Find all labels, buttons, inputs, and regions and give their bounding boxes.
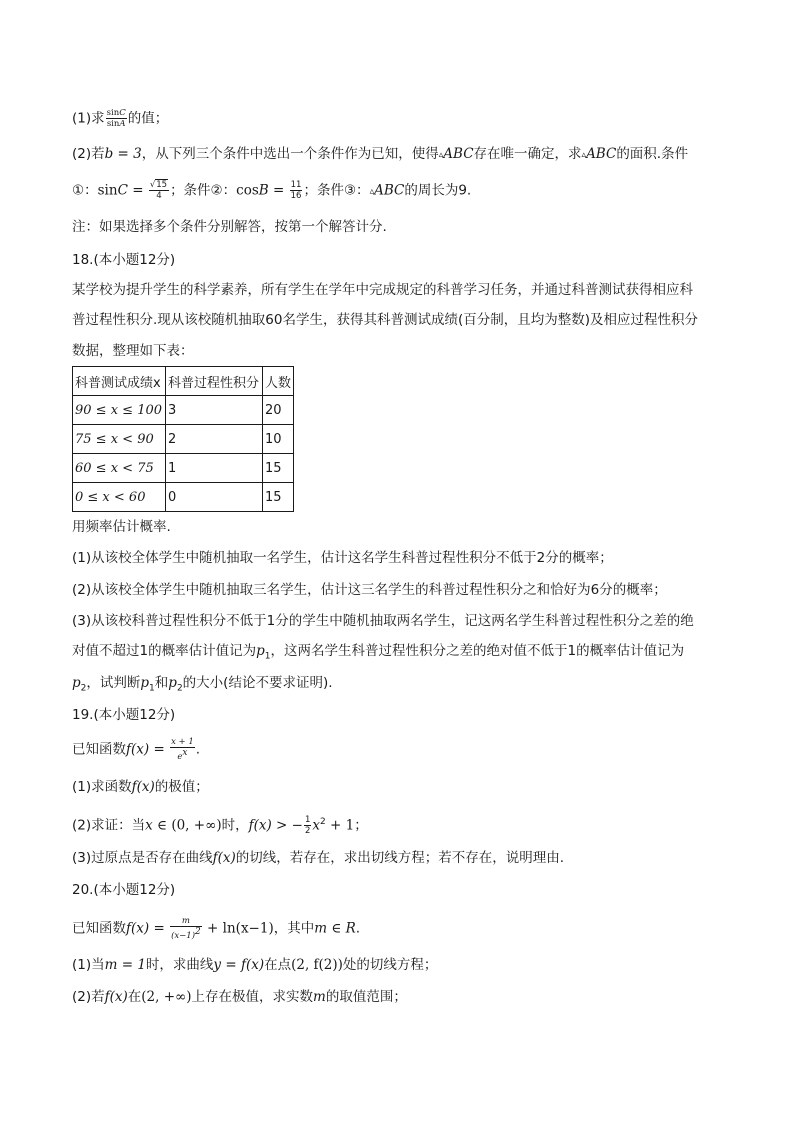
q19-definition: 已知函数f(x) = $\frac{x + 1}{e^x}$ .: [72, 737, 201, 762]
table-cell: 0: [166, 483, 263, 512]
q18-part1: (1)从该校全体学生中随机抽取一名学生，估计这名学生科普过程性积分不低于2分的概率；: [72, 550, 613, 566]
q17-note: 注：如果选择多个条件分别解答，按第一个解答计分.: [72, 219, 387, 235]
q17-part2: (2)若b = 3，从下列三个条件中选出一个条件作为已知，使得▵ABC存在唯一确定，求▵ABC的面积.条件: [72, 146, 689, 162]
q20-definition: 已知函数f(x) = $\frac{m}{(x-1)^2}$ + ln(x−1)，其中m ∈ R.: [72, 916, 361, 941]
table-cell: 0 ≤ x < 60: [73, 483, 166, 512]
q19-heading: 19.(本小题12分): [72, 707, 176, 723]
b-equals-3: b = 3: [104, 146, 142, 162]
sqrt15-over-4-fraction: $\frac{√15}{4}$: [149, 180, 168, 201]
q17-part1: [72, 108, 168, 129]
table-header-cell: 科普过程性积分: [166, 367, 263, 396]
table-row: [73, 396, 294, 425]
table-header-row: [73, 367, 294, 396]
q17-part1-prefix: (1)求: [72, 110, 105, 127]
table-cell: 15: [263, 483, 294, 512]
q19-part2: (2)求证：当x ∈ (0, +∞)时，f(x) > − $\frac{1}{2}$ $x^2 + 1$；: [72, 815, 368, 836]
table-cell: 15: [263, 454, 294, 483]
triangle-symbol: ▵: [581, 150, 587, 160]
triangle-symbol: ▵: [438, 150, 444, 160]
q18-after-table: 用频率估计概率.: [72, 519, 171, 535]
table-cell: 90 ≤ x ≤ 100: [73, 396, 166, 425]
table-cell: 10: [263, 425, 294, 454]
q18-heading: 18.(本小题12分): [72, 252, 176, 268]
q18-intro-line2: 普过程性积分.现从该校随机抽取60名学生，获得其科普测试成绩(百分制，且均为整数)及相应过程性积分: [72, 312, 699, 328]
q18-intro-line1: 某学校为提升学生的科学素养，所有学生在学年中完成规定的科普学习任务，并通过科普测试获得相应科: [72, 282, 693, 298]
sin-ratio-fraction: $\frac{\sin C}{\sin A}$: [106, 108, 126, 129]
q18-part3-line3: $p_2$，试判断$p_1$和$p_2$的大小(结论不要求证明).: [72, 675, 333, 694]
table-header-cell: 科普测试成绩x: [73, 367, 166, 396]
triangle-symbol: ▵: [369, 186, 375, 197]
table-header-cell: 人数: [263, 367, 294, 396]
score-table: [72, 366, 294, 512]
x-plus-1-over-ex-fraction: $\frac{x + 1}{e^x}$: [171, 737, 194, 762]
table-row: [73, 454, 294, 483]
q18-part3-line2: 对值不超过1的概率估计值记为$p_1$，这两名学生科普过程性积分之差的绝对值不低于1的概率估计值记为: [72, 643, 685, 662]
table-cell: 20: [263, 396, 294, 425]
q20-part1: (1)当m = 1时，求曲线y = f(x)在点(2, f(2))处的切线方程；: [72, 957, 438, 973]
q20-heading: 20.(本小题12分): [72, 882, 176, 898]
q17-part1-suffix: 的值；: [127, 110, 169, 127]
table-cell: 60 ≤ x < 75: [73, 454, 166, 483]
table-cell: 3: [166, 396, 263, 425]
table-cell: 1: [166, 454, 263, 483]
one-half-fraction: $\frac{1}{2}$: [304, 815, 311, 836]
q20-part2: (2)若f(x)在(2, +∞)上存在极值，求实数m的取值范围；: [72, 989, 407, 1005]
table-row: [73, 425, 294, 454]
q18-intro-line3: 数据，整理如下表：: [72, 343, 194, 359]
q18-part3-line1: (3)从该校科普过程性积分不低于1分的学生中随机抽取两名学生，记这两名学生科普过程性积分之差的绝: [72, 613, 694, 629]
table-cell: 75 ≤ x < 90: [73, 425, 166, 454]
11-over-16-fraction: $\frac{11}{16}$: [290, 180, 302, 201]
q18-part2: (2)从该校全体学生中随机抽取三名学生，估计这三名学生的科普过程性积分之和恰好为6分的概率；: [72, 582, 667, 598]
q17-conditions: ①：sinC = $\frac{√15}{4}$ ；条件②：cosB = $\frac{11}{16}$ ；条件③：▵ABC的周长为9.: [72, 180, 472, 201]
q19-part1: (1)求函数f(x)的极值；: [72, 779, 209, 795]
table-cell: 2: [166, 425, 263, 454]
m-over-x-minus-1-squared-fraction: $\frac{m}{(x-1)^2}$: [171, 916, 201, 941]
q19-part3: (3)过原点是否存在曲线f(x)的切线，若存在，求出切线方程；若不存在，说明理由.: [72, 850, 565, 866]
table-row: [73, 483, 294, 512]
